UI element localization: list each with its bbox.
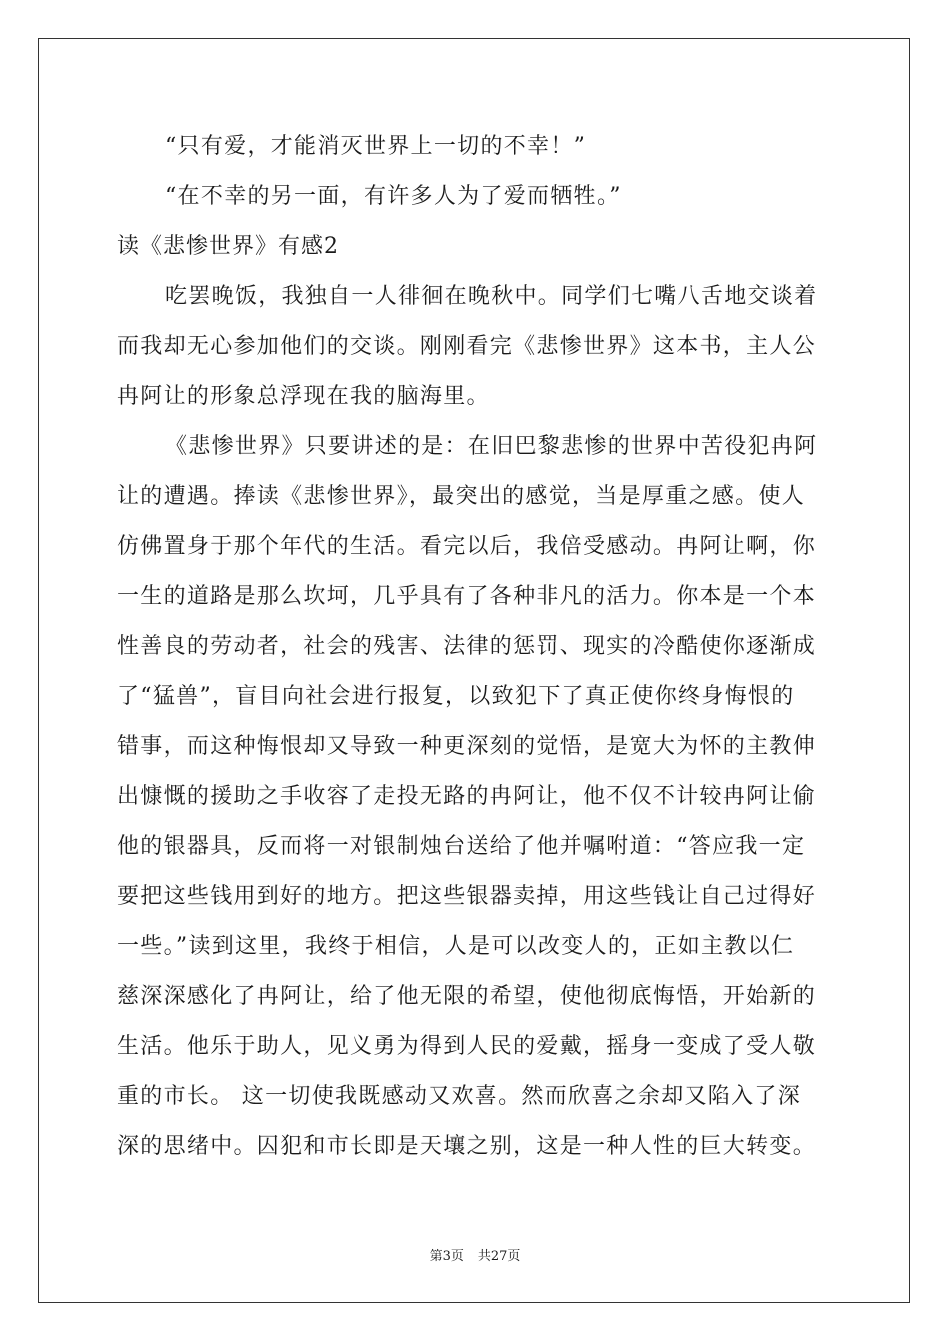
- text-line: 而我却无心参加他们的交谈。刚刚看完《悲惨世界》这本书，主人公: [117, 334, 817, 359]
- quote-line: “在不幸的另一面，有许多人为了爱而牺牲。”: [165, 184, 622, 209]
- text-line: 《悲惨世界》只要讲述的是：在旧巴黎悲惨的世界中苦役犯冉阿: [165, 434, 818, 459]
- page-total: 共27页: [477, 1249, 521, 1264]
- text-line: 要把这些钱用到好的地方。把这些银器卖掉，用这些钱让自己过得好: [117, 884, 817, 909]
- document-body: [117, 122, 837, 1172]
- text-line: 性善良的劳动者，社会的残害、法律的惩罚、现实的冷酷使你逐渐成: [117, 634, 817, 659]
- page-number: 第3页: [429, 1249, 464, 1264]
- text-line: 吃罢晚饭，我独自一人徘徊在晚秋中。同学们七嘴八舌地交谈着: [165, 284, 818, 309]
- text-line: 仿佛置身于那个年代的生活。看完以后，我倍受感动。冉阿让啊，你: [117, 534, 817, 559]
- quote-line: “只有爱，才能消灭世界上一切的不幸！”: [165, 134, 587, 159]
- text-line: 深的思绪中。囚犯和市长即是天壤之别，这是一种人性的巨大转变。: [117, 1134, 817, 1159]
- section-heading: 读《悲惨世界》有感2: [117, 234, 339, 259]
- text-line: 生活。他乐于助人，见义勇为得到人民的爱戴，摇身一变成了受人敬: [117, 1034, 817, 1059]
- text-line: 一生的道路是那么坎坷，几乎具有了各种非凡的活力。你本是一个本: [117, 584, 817, 609]
- text-line: 出慷慨的援助之手收容了走投无路的冉阿让，他不仅不计较冉阿让偷: [117, 784, 817, 809]
- text-line: 了“猛兽”，盲目向社会进行报复，以致犯下了真正使你终身悔恨的: [117, 684, 795, 709]
- text-line: 让的遭遇。捧读《悲惨世界》，最突出的感觉，当是厚重之感。使人: [117, 484, 806, 509]
- page-footer: [0, 1245, 950, 1264]
- text-line: 错事，而这种悔恨却又导致一种更深刻的觉悟，是宽大为怀的主教伸: [117, 734, 817, 759]
- text-line: 重的市长。 这一切使我既感动又欢喜。然而欣喜之余却又陷入了深: [117, 1084, 801, 1109]
- text-line: 他的银器具，反而将一对银制烛台送给了他并嘱咐道：“答应我一定: [117, 834, 806, 859]
- paragraph-1: [117, 272, 837, 422]
- text-line: 冉阿让的形象总浮现在我的脑海里。: [117, 384, 490, 409]
- paragraph-2: [117, 422, 837, 1172]
- text-line: 慈深深感化了冉阿让，给了他无限的希望，使他彻底悔悟，开始新的: [117, 984, 817, 1009]
- text-line: 一些。”读到这里，我终于相信，人是可以改变人的，正如主教以仁: [117, 934, 795, 959]
